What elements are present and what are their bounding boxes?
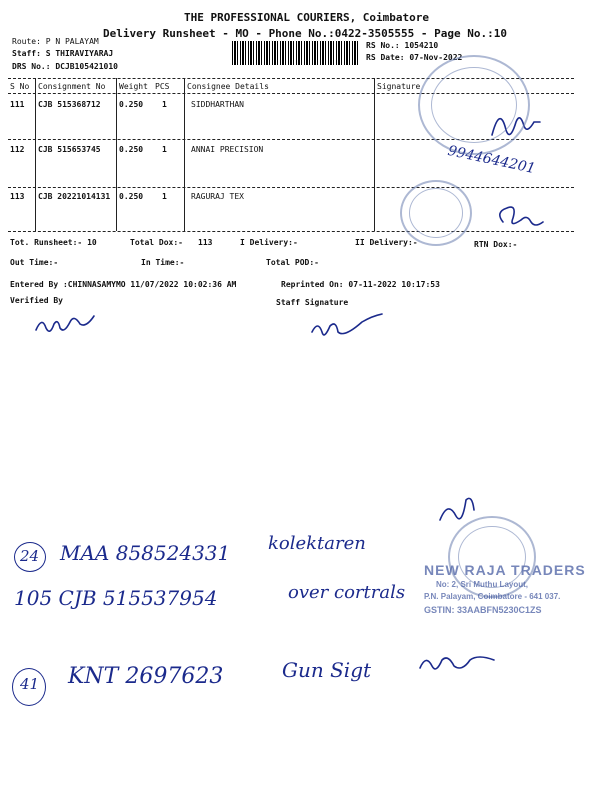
stamp-company-name: NEW RAJA TRADERS [424, 562, 586, 578]
row-sno: 112 [10, 145, 25, 154]
handwritten-line1-num: 24 [20, 547, 40, 565]
row-pcs: 1 [162, 100, 167, 109]
staff-label: Staff: S THIRAVIYARAJ [12, 49, 114, 58]
i-delivery: I Delivery:- [240, 238, 298, 247]
signature-bottom-2 [420, 657, 494, 669]
ii-delivery: II Delivery:- [355, 238, 418, 247]
staff-signature-label: Staff Signature [276, 298, 349, 307]
col-consignee: Consignee Details [187, 82, 269, 91]
entered-by: Entered By :CHINNASAMYMO 11/07/2022 10:02:36 AM [10, 280, 237, 289]
handwritten-line2: 105 CJB 515537954 [14, 586, 218, 610]
handwritten-line3-name: Gun Sigt [282, 658, 372, 682]
total-dox-label: Total Dox:- [130, 238, 183, 247]
col-weight: Weight [119, 82, 148, 91]
col-consignment: Consignment No [38, 82, 106, 91]
handwritten-line1: MAA 858524331 [60, 541, 231, 565]
signature-verified [36, 316, 94, 331]
document-title: THE PROFESSIONAL COURIERS, Coimbatore [184, 11, 430, 24]
handwritten-line3-num: 41 [20, 675, 40, 693]
document-subtitle: Delivery Runsheet - MO - Phone No.:0422-3505555 - Page No.:10 [103, 27, 507, 40]
route-label: Route: P N PALAYAM [12, 37, 99, 46]
stamp-gstin: GSTIN: 33AABFN5230C1ZS [424, 605, 542, 615]
total-pod: Total POD:- [266, 258, 319, 267]
stamp-address-2: P.N. Palayam, Coimbatore - 641 037. [424, 592, 561, 601]
row-pcs: 1 [162, 192, 167, 201]
row-pcs: 1 [162, 145, 167, 154]
col-signature: Signature [377, 82, 421, 91]
signature-bottom [440, 498, 474, 520]
row-consignee: RAGURAJ TEX [191, 192, 244, 201]
out-time: Out Time:- [10, 258, 59, 267]
row-sno: 113 [10, 192, 25, 201]
handwritten-line3: KNT 2697623 [68, 664, 224, 689]
rs-number: RS No.: 1054210 [366, 41, 439, 50]
row-consignment: CJB 515368712 [38, 100, 101, 109]
handwritten-line2-name: over cortrals [288, 582, 406, 603]
signature-staff [312, 314, 382, 335]
signature-row3 [500, 207, 543, 225]
handwritten-line1-name: kolektaren [268, 533, 366, 554]
row-consignment: CJB 515653745 [38, 145, 101, 154]
row-consignee: ANNAI PRECISION [191, 145, 264, 154]
rtn-dox: RTN Dox:- [474, 240, 518, 249]
verified-by-label: Verified By [10, 296, 63, 305]
row-consignment: CJB 20221014131 [38, 192, 111, 201]
drs-number: DRS No.: DCJB105421010 [12, 62, 118, 71]
in-time: In Time:- [141, 258, 185, 267]
row-consignee: SIDDHARTHAN [191, 100, 244, 109]
stamp-address-1: No: 2, Sri Muthu Layout, [436, 580, 528, 589]
row-weight: 0.250 [119, 192, 144, 201]
rubber-stamp-top [418, 55, 530, 155]
handwritten-phone: 9944644201 [446, 142, 537, 178]
tot-runsheet: Tot. Runsheet:- 10 [10, 238, 97, 247]
col-pcs: PCS [155, 82, 170, 91]
row-sno: 111 [10, 100, 25, 109]
reprinted-on: Reprinted On: 07-11-2022 10:17:53 [281, 280, 440, 289]
rs-date: RS Date: 07-Nov-2022 [366, 53, 463, 62]
col-sno: S No [10, 82, 30, 91]
row-weight: 0.250 [119, 100, 144, 109]
total-dox-value: 113 [198, 238, 213, 247]
rubber-stamp-middle [400, 180, 472, 246]
row-weight: 0.250 [119, 145, 144, 154]
